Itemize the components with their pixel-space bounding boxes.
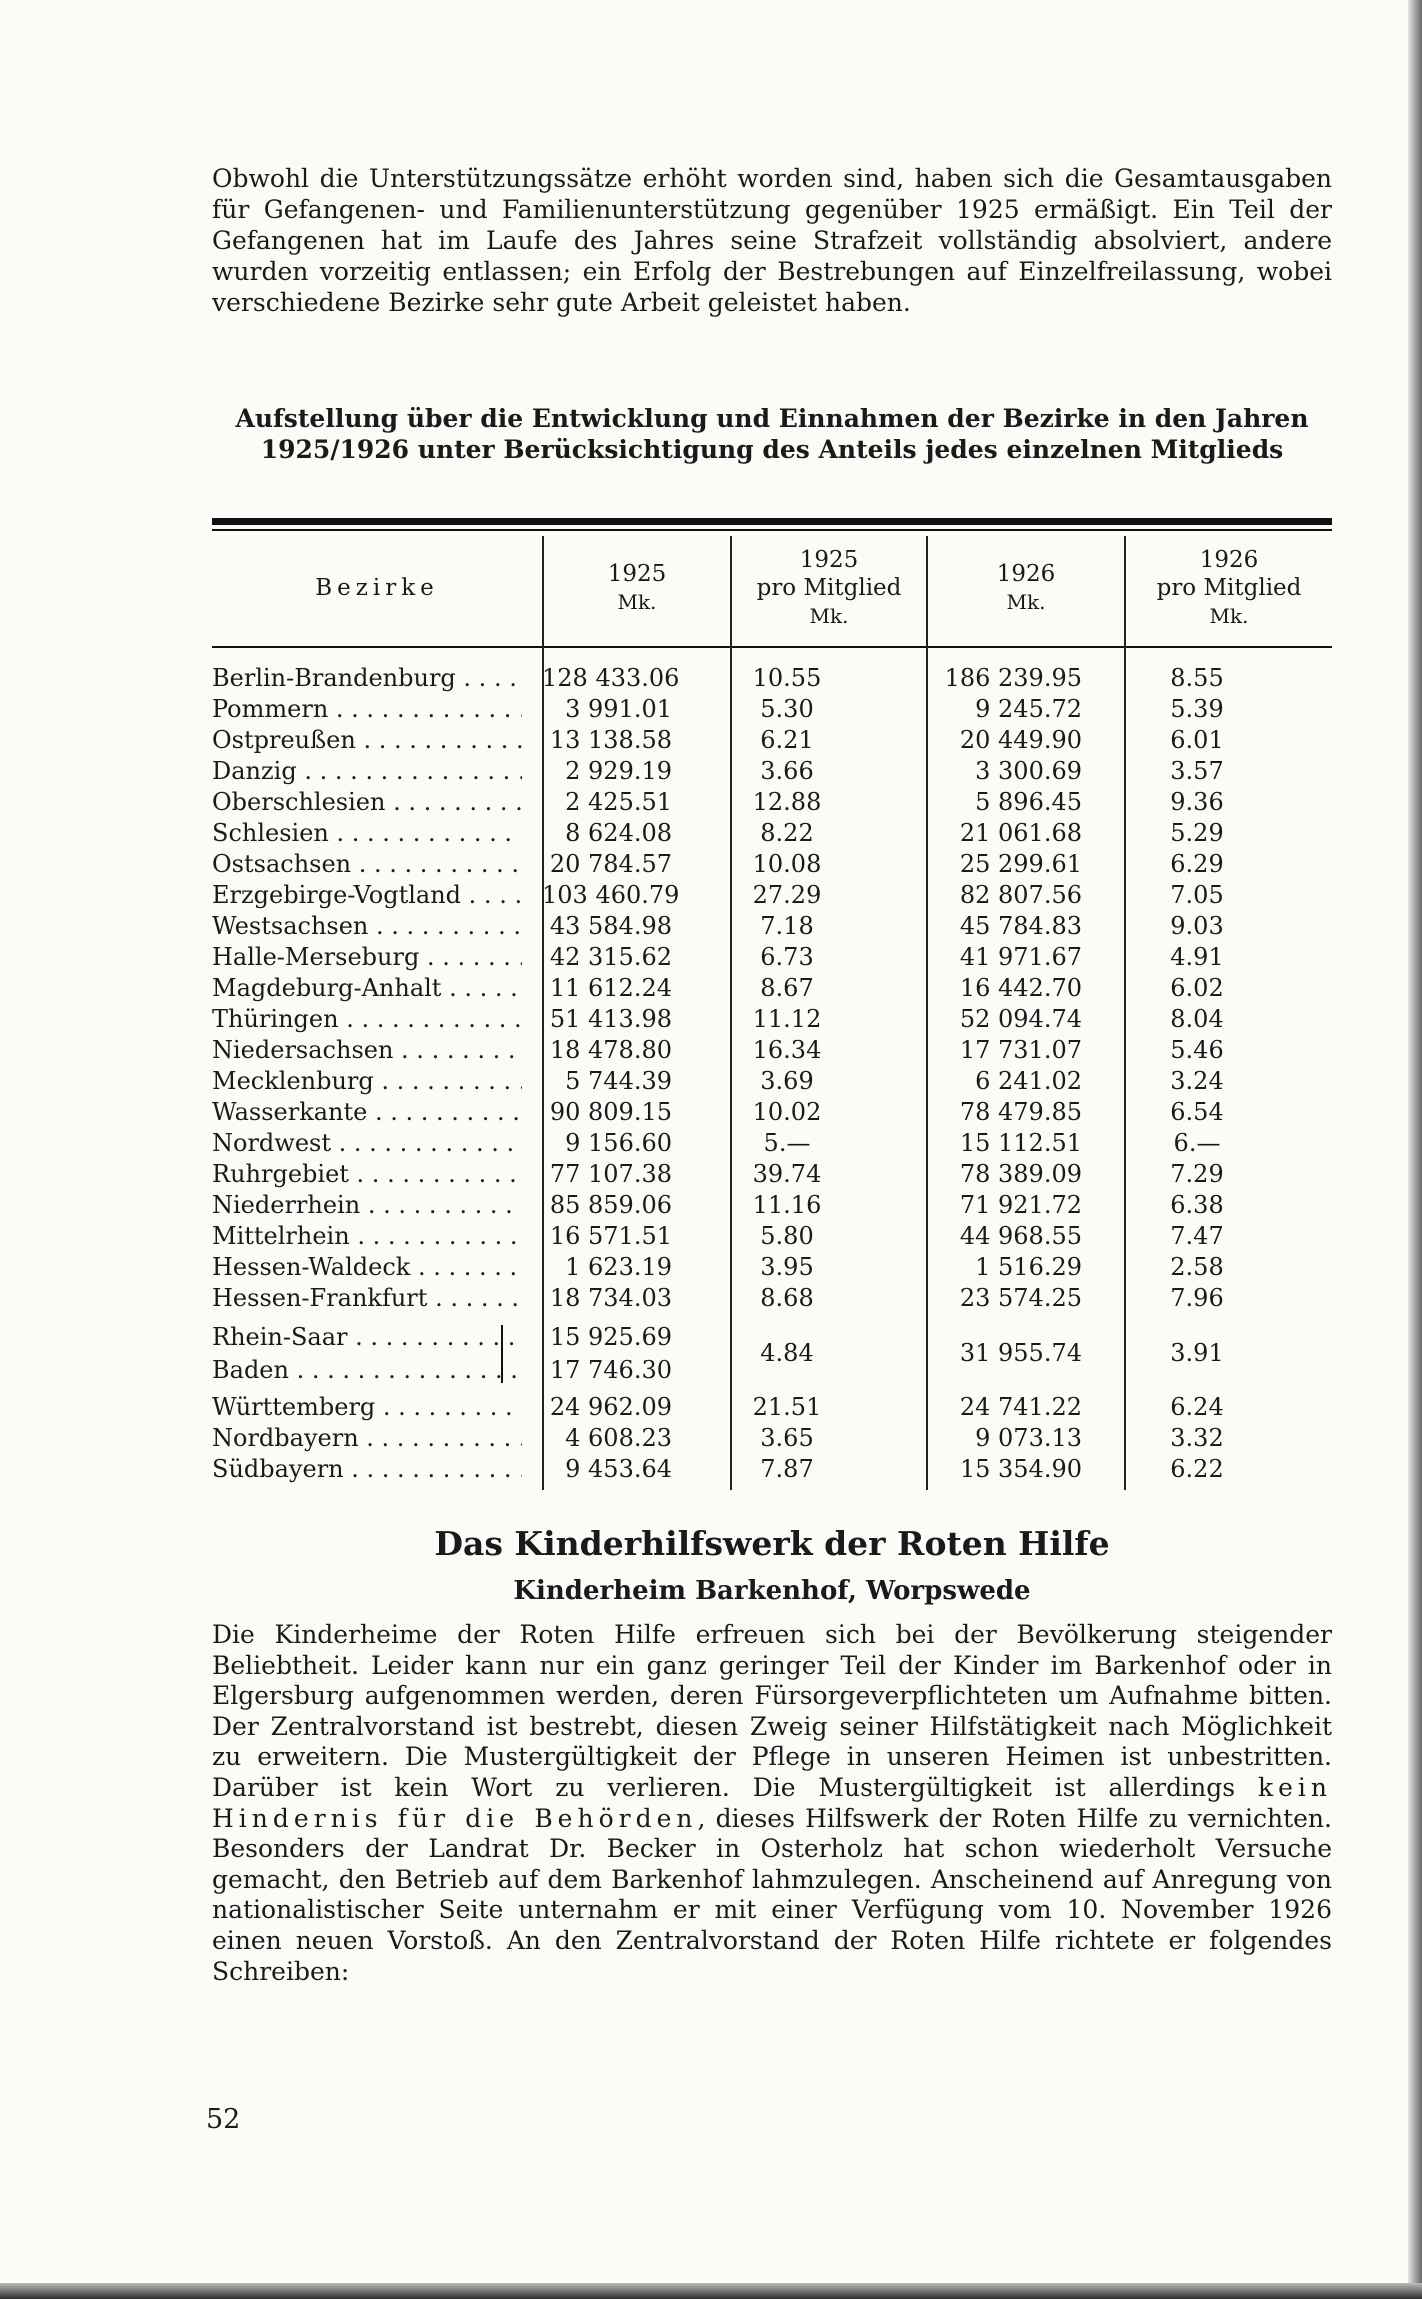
member-1925: 21.51 [752, 1393, 822, 1421]
district-name: Wasserkante . . . [212, 1097, 522, 1128]
district-name: Niedersachsen . . . [212, 1035, 522, 1066]
value-1925: 90 809.15 [549, 1098, 672, 1126]
table-row [212, 1423, 1332, 1454]
member-1926: 3.32 [1170, 1424, 1224, 1452]
member-1926: 7.05 [1170, 881, 1224, 909]
table-row [212, 818, 1332, 849]
table-row [212, 942, 1332, 973]
member-1926-merged: 3.91 [1170, 1339, 1224, 1367]
member-1926: 6.01 [1170, 726, 1224, 754]
table-caption: Aufstellung über die Entwicklung und Einnahmen der Bezirke in den Jahren 1925/1926 unter Berücksichtigung des Anteils jedes einzelnen Mitglieds [235, 404, 1309, 464]
body-text-spaced: kein Hindernis für die Behörden [212, 1772, 1332, 1833]
section-heading: Das Kinderhilfswerk der Roten Hilfe [434, 1524, 1110, 1563]
value-1925: 13 138.58 [549, 726, 672, 754]
value-1926: 21 061.68 [959, 819, 1082, 847]
district-name: Niederrhein . . . [212, 1190, 522, 1221]
member-1926: 5.46 [1170, 1036, 1224, 1064]
table-row [212, 1128, 1332, 1159]
value-1926: 82 807.56 [959, 881, 1082, 909]
district-name: Danzig . . . [212, 756, 522, 787]
district-name: Nordwest . . . [212, 1128, 522, 1159]
member-1925: 11.12 [752, 1005, 822, 1033]
table-row [212, 725, 1332, 756]
district-name: Rhein-Saar . . . [212, 1322, 522, 1353]
member-1925: 7.87 [760, 1455, 814, 1483]
district-name: Ruhrgebiet . . . [212, 1159, 522, 1190]
value-1926: 17 731.07 [959, 1036, 1082, 1064]
member-1926: 8.55 [1170, 664, 1224, 692]
member-1926: 9.36 [1170, 788, 1224, 816]
header-1925-member-sub: pro Mitglied [756, 575, 902, 601]
value-1926: 9 245.72 [975, 695, 1082, 723]
value-1925: 1 623.19 [565, 1253, 672, 1281]
member-1926: 3.24 [1170, 1067, 1224, 1095]
table-row [212, 849, 1332, 880]
value-1926: 15 112.51 [959, 1129, 1082, 1157]
value-1926: 78 389.09 [959, 1160, 1082, 1188]
member-1926: 5.39 [1170, 695, 1224, 723]
header-1926-unit: Mk. [1006, 590, 1046, 614]
header-1926-year: 1926 [996, 561, 1056, 587]
table-row [212, 1252, 1332, 1283]
district-name: Thüringen . . . [212, 1004, 522, 1035]
value-1926: 15 354.90 [959, 1455, 1082, 1483]
member-1925: 8.68 [760, 1284, 814, 1312]
table-row [212, 1066, 1332, 1097]
district-name: Südbayern . . . [212, 1454, 522, 1485]
value-1925: 51 413.98 [549, 1005, 672, 1033]
header-bezirke-label: Bezirke [315, 575, 439, 601]
member-1926: 7.29 [1170, 1160, 1224, 1188]
header-bezirke [212, 536, 542, 640]
value-1925: 8 624.08 [565, 819, 672, 847]
member-1926: 6.29 [1170, 850, 1224, 878]
member-1926: 6.54 [1170, 1098, 1224, 1126]
value-1925: 4 608.23 [565, 1424, 672, 1452]
member-1926: 6.22 [1170, 1455, 1224, 1483]
district-name: Hessen-Frankfurt . . . [212, 1283, 522, 1314]
member-1925: 8.22 [760, 819, 814, 847]
value-1926: 5 896.45 [975, 788, 1082, 816]
member-1926: 6.— [1173, 1129, 1221, 1157]
district-name: Ostsachsen . . . [212, 849, 522, 880]
value-1925: 5 744.39 [565, 1067, 672, 1095]
member-1926: 5.29 [1170, 819, 1224, 847]
district-name: Württemberg . . . [212, 1392, 522, 1423]
table-row [212, 911, 1332, 942]
table-top-rule-thin [212, 529, 1332, 531]
table-row [212, 1097, 1332, 1128]
district-name: Berlin-Brandenburg . . . [212, 663, 522, 694]
table-row [212, 1392, 1332, 1423]
header-1925-member-unit: Mk. [809, 604, 849, 628]
member-1926: 4.91 [1170, 943, 1224, 971]
value-1926: 6 241.02 [975, 1067, 1082, 1095]
table-row [212, 1159, 1332, 1190]
value-1926: 24 741.22 [959, 1393, 1082, 1421]
value-1925: 42 315.62 [549, 943, 672, 971]
table-row [212, 1221, 1332, 1252]
table-row [212, 756, 1332, 787]
value-1925: 128 433.06 [542, 664, 680, 692]
value-1926: 3 300.69 [975, 757, 1082, 785]
value-1925: 77 107.38 [549, 1160, 672, 1188]
page-bottom-edge [0, 2283, 1422, 2299]
value-1925: 16 571.51 [549, 1222, 672, 1250]
value-1926: 1 516.29 [975, 1253, 1082, 1281]
value-1926: 16 442.70 [959, 974, 1082, 1002]
value-1925: 11 612.24 [549, 974, 672, 1002]
member-1925: 3.66 [760, 757, 814, 785]
member-1925: 10.55 [752, 664, 822, 692]
value-1925: 18 478.80 [549, 1036, 672, 1064]
header-1926-member [1126, 536, 1332, 640]
member-1926: 8.04 [1170, 1005, 1224, 1033]
value-1925: 9 453.64 [565, 1455, 672, 1483]
member-1925: 3.95 [760, 1253, 814, 1281]
member-1925: 27.29 [752, 881, 822, 909]
table-row [212, 694, 1332, 725]
value-1925: 103 460.79 [542, 881, 680, 909]
member-1925: 16.34 [752, 1036, 822, 1064]
district-name: Oberschlesien . . . [212, 787, 522, 818]
member-1925: 8.67 [760, 974, 814, 1002]
merged-row-values [212, 1338, 1332, 1369]
section-subheading: Kinderheim Barkenhof, Worpswede [513, 1576, 1031, 1606]
value-1926: 78 479.85 [959, 1098, 1082, 1126]
member-1925: 3.65 [760, 1424, 814, 1452]
member-1925: 3.69 [760, 1067, 814, 1095]
header-1926-member-year: 1926 [1199, 547, 1259, 573]
value-1926: 186 239.95 [944, 664, 1082, 692]
district-name: Westsachsen . . . [212, 911, 522, 942]
page-edge-shadow [1408, 0, 1422, 2299]
table-row [212, 1190, 1332, 1221]
body-text-part1: Die Kinderheime der Roten Hilfe erfreuen sich bei der Bevölkerung steigender Beliebtheit. Leider kann nur ein ganz geringer Teil der Kinder im Barkenhof oder in Elgersburg aufgenommen werden, deren Fürsorgeverpflichteten um Aufnahme bitten. Der Zentralvorstand ist bestrebt, diesen Zweig seiner Hilfstätigkeit nach Möglichkeit zu erweitern. Die Mustergültigkeit der Pflege in unseren Heimen ist unbestritten. Darüber ist kein Wort zu verlieren. Die Mustergültigkeit ist allerdings [212, 1620, 1332, 1802]
value-1926: 20 449.90 [959, 726, 1082, 754]
district-name: Magdeburg-Anhalt . . . [212, 973, 522, 1004]
header-1925-member [732, 536, 926, 640]
table-row [212, 880, 1332, 911]
value-1926-merged: 31 955.74 [959, 1339, 1082, 1367]
table-row [212, 1035, 1332, 1066]
header-1925 [544, 536, 730, 640]
value-1926: 23 574.25 [959, 1284, 1082, 1312]
district-name: Baden . . . [212, 1355, 522, 1386]
member-1926: 2.58 [1170, 1253, 1224, 1281]
member-1925: 5.30 [760, 695, 814, 723]
district-name: Schlesien . . . [212, 818, 522, 849]
body-paragraph [212, 1620, 1332, 1987]
district-name: Ostpreußen . . . [212, 725, 522, 756]
value-1925: 20 784.57 [549, 850, 672, 878]
value-1926: 71 921.72 [959, 1191, 1082, 1219]
district-name: Pommern . . . [212, 694, 522, 725]
table-row [212, 1004, 1332, 1035]
member-1926: 6.24 [1170, 1393, 1224, 1421]
table-row [212, 1454, 1332, 1485]
district-name: Halle-Merseburg . . . [212, 942, 522, 973]
value-1925: 18 734.03 [549, 1284, 672, 1312]
member-1926: 9.03 [1170, 912, 1224, 940]
value-1925: 2 929.19 [565, 757, 672, 785]
table-top-rule [212, 518, 1332, 525]
value-1925: 3 991.01 [565, 695, 672, 723]
member-1925: 11.16 [752, 1191, 822, 1219]
district-name: Mecklenburg . . . [212, 1066, 522, 1097]
district-name: Erzgebirge-Vogtland . . . [212, 880, 522, 911]
member-1925-merged: 4.84 [760, 1339, 814, 1367]
member-1926: 6.38 [1170, 1191, 1224, 1219]
member-1925: 10.08 [752, 850, 822, 878]
district-name: Nordbayern . . . [212, 1423, 522, 1454]
member-1925: 5.80 [760, 1222, 814, 1250]
value-1925: 15 925.69 [549, 1323, 672, 1351]
header-1926-member-unit: Mk. [1209, 604, 1249, 628]
header-1925-unit: Mk. [617, 590, 657, 614]
value-1926: 25 299.61 [959, 850, 1082, 878]
member-1926: 7.47 [1170, 1222, 1224, 1250]
member-1925: 12.88 [752, 788, 822, 816]
value-1926: 52 094.74 [959, 1005, 1082, 1033]
value-1925: 17 746.30 [549, 1356, 672, 1384]
value-1925: 85 859.06 [549, 1191, 672, 1219]
member-1926: 7.96 [1170, 1284, 1224, 1312]
member-1926: 6.02 [1170, 974, 1224, 1002]
member-1925: 6.73 [760, 943, 814, 971]
member-1925: 6.21 [760, 726, 814, 754]
value-1925: 24 962.09 [549, 1393, 672, 1421]
value-1926: 44 968.55 [959, 1222, 1082, 1250]
district-name: Mittelrhein . . . [212, 1221, 522, 1252]
header-1925-year: 1925 [607, 561, 667, 587]
value-1926: 41 971.67 [959, 943, 1082, 971]
body-text-part2: , dieses Hilfswerk der Roten Hilfe zu vernichten. Besonders der Landrat Dr. Becker in Osterholz hat schon wiederholt Versuche gemacht, den Betrieb auf dem Barkenhof lahmzulegen. Anscheinend auf Anregung von nationalistischer Seite unternahm er mit einer Verfügung vom 10. November 1926 einen neuen Vorstoß. An den Zentralvorstand der Roten Hilfe richtete er folgendes Schreiben: [212, 1803, 1332, 1986]
table-row [212, 787, 1332, 818]
table-row [212, 1283, 1332, 1314]
value-1925: 43 584.98 [549, 912, 672, 940]
district-name: Hessen-Waldeck . . . [212, 1252, 522, 1283]
value-1925: 2 425.51 [565, 788, 672, 816]
header-1926-member-sub: pro Mitglied [1156, 575, 1302, 601]
value-1926: 9 073.13 [975, 1424, 1082, 1452]
member-1925: 39.74 [752, 1160, 822, 1188]
intro-paragraph: Obwohl die Unterstützungssätze erhöht worden sind, haben sich die Gesamtausgaben für Gefangenen- und Familienunterstützung gegenüber 1925 ermäßigt. Ein Teil der Gefangenen hat im Laufe des Jahres seine Strafzeit vollständig absolviert, andere wurden vorzeitig entlassen; ein Erfolg der Bestrebungen auf Einzelfreilassung, wobei verschiedene Bezirke sehr gute Arbeit geleistet haben. [212, 164, 1332, 317]
member-1926: 3.57 [1170, 757, 1224, 785]
header-1925-member-year: 1925 [799, 547, 859, 573]
value-1925: 9 156.60 [565, 1129, 672, 1157]
table-header-rule [212, 646, 1332, 648]
member-1925: 5.— [763, 1129, 811, 1157]
table-row [212, 663, 1332, 694]
page-number: 52 [206, 2104, 241, 2135]
member-1925: 7.18 [760, 912, 814, 940]
header-1926 [928, 536, 1124, 640]
member-1925: 10.02 [752, 1098, 822, 1126]
table-row [212, 973, 1332, 1004]
value-1926: 45 784.83 [959, 912, 1082, 940]
